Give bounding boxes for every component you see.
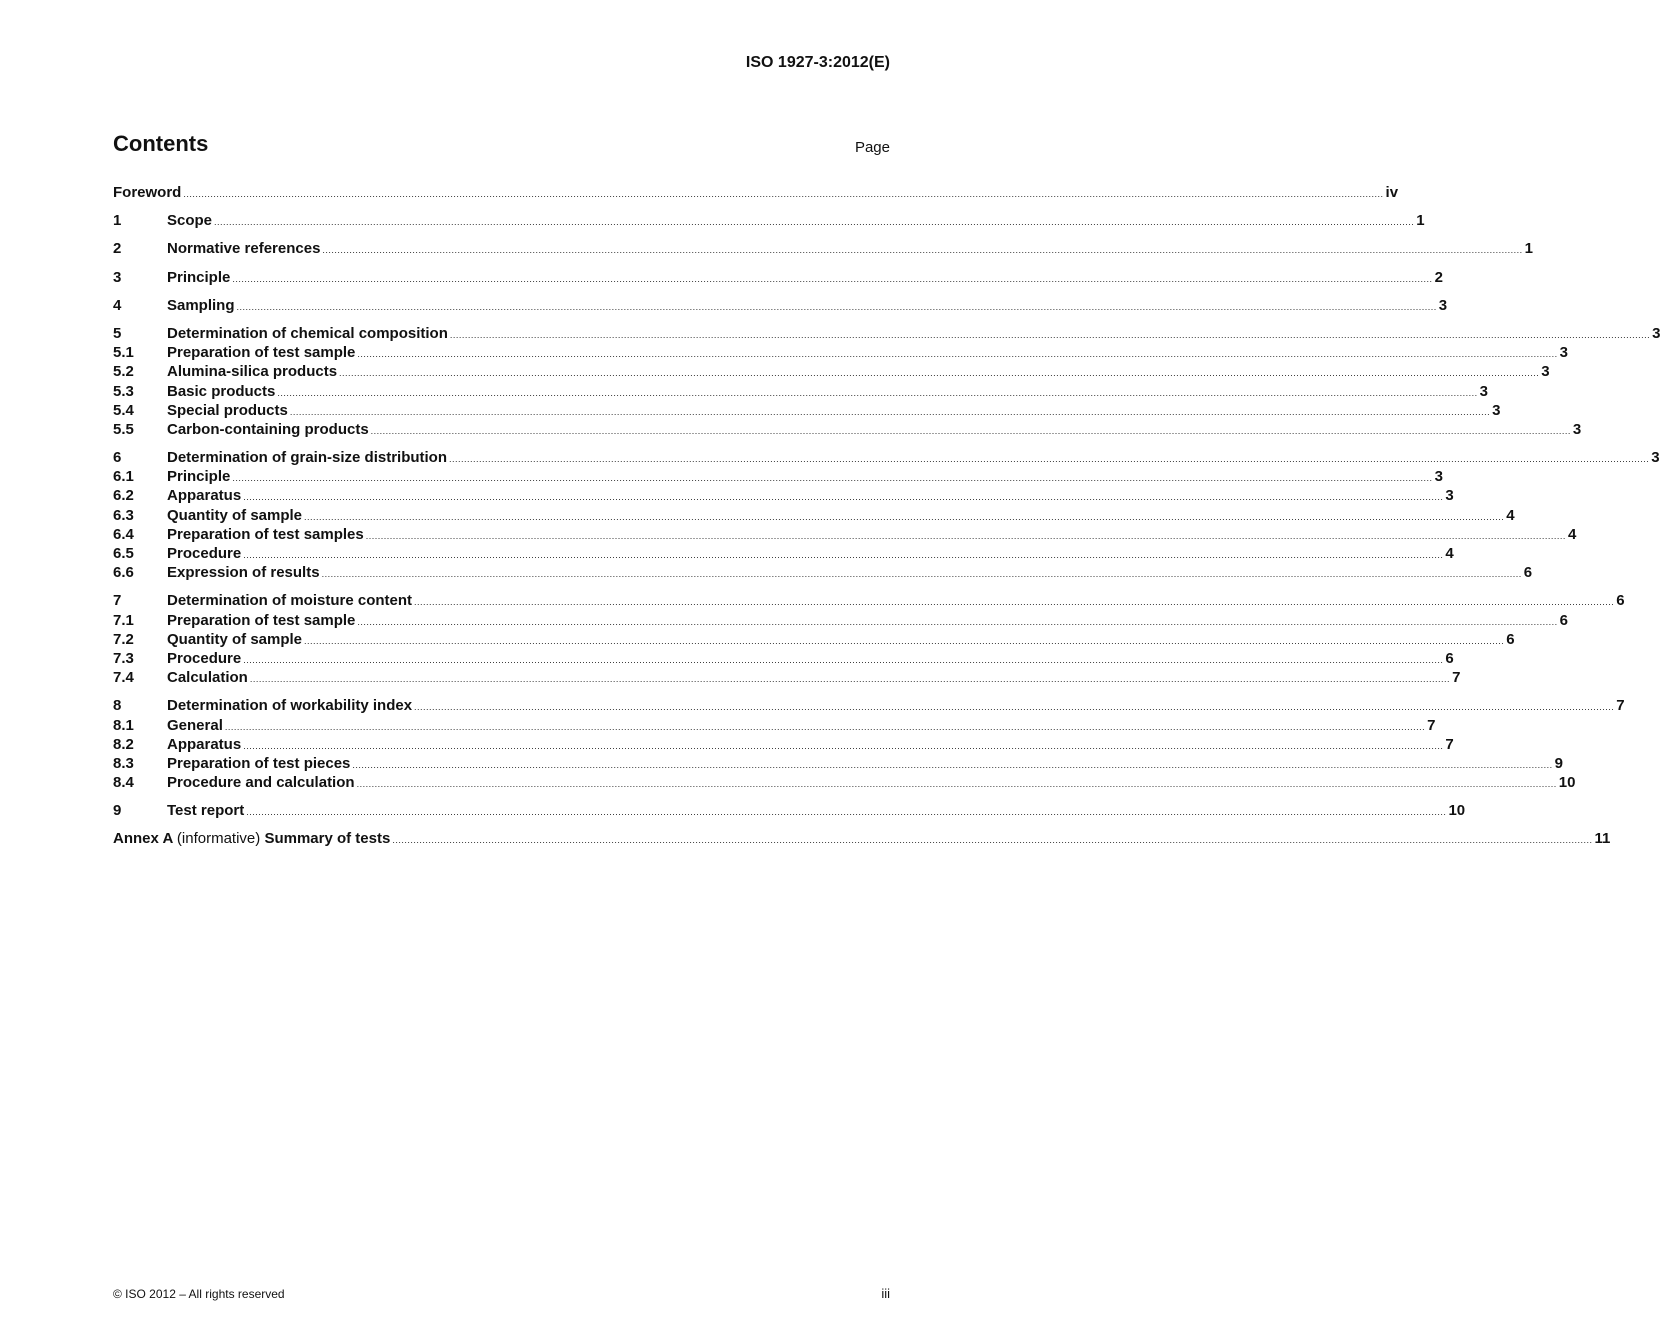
toc-entry-number: 6.5 — [113, 545, 134, 562]
toc-entry-page: iv — [1385, 184, 1399, 201]
toc-entry[interactable] — [113, 754, 1563, 773]
toc-entry[interactable] — [113, 324, 1660, 343]
toc-entry-number: 2 — [113, 240, 122, 258]
toc-entry-page: 1 — [1524, 240, 1533, 258]
toc-entry-title: Determination of grain-size distribution — [167, 449, 448, 467]
toc-entry-number: 6 — [113, 449, 122, 467]
toc-entry[interactable] — [113, 467, 1443, 486]
annex-note: (informative) — [176, 830, 261, 848]
toc-entry[interactable] — [113, 343, 1568, 362]
toc-entry-page: 7 — [1616, 697, 1625, 715]
copyright: © ISO 2012 – All rights reserved — [113, 1287, 285, 1301]
toc-entry-page: 3 — [1445, 487, 1454, 505]
dot-leader: ................................................................................................................................................................................................................................................................................................................................................................................................................ — [449, 329, 1651, 340]
toc-entry-page: 7 — [1427, 716, 1436, 734]
toc-entry-title: Procedure — [167, 649, 242, 667]
toc-entry-page: 3 — [1572, 420, 1582, 438]
toc-entry[interactable] — [113, 630, 1515, 649]
dot-leader: ................................................................................................................................................................................................................................................................................................................................................................................................................ — [392, 835, 1593, 846]
dot-leader: ................................................................................................................................................................................................................................................................................................................................................................................................................ — [339, 368, 1540, 379]
toc-entry-title: Determination of moisture content — [167, 592, 413, 610]
toc-entry-title: Preparation of test samples — [167, 525, 364, 543]
toc-entry[interactable] — [113, 735, 1454, 754]
toc-entry-number: 3 — [113, 268, 122, 286]
toc-entry[interactable] — [113, 506, 1515, 525]
toc-entry[interactable] — [113, 591, 1625, 610]
toc-entry-number: 6.4 — [113, 525, 134, 543]
dot-leader: ................................................................................................................................................................................................................................................................................................................................................................................................................ — [449, 454, 1650, 465]
dot-leader: ................................................................................................................................................................................................................................................................................................................................................................................................................ — [352, 759, 1553, 770]
toc-entry-title: Special products — [167, 401, 288, 419]
toc-entry[interactable] — [113, 268, 1443, 287]
toc-entry-number: 8.2 — [113, 735, 134, 753]
toc-entry-number: 8 — [113, 697, 122, 715]
toc-entry-title: Procedure and calculation — [167, 774, 355, 792]
toc-entry[interactable] — [113, 716, 1436, 735]
toc-entry-page: 3 — [1492, 401, 1501, 419]
page-number: iii — [881, 1286, 890, 1301]
toc-entry-title: Sampling — [167, 296, 235, 314]
toc-entry-page: 1 — [1416, 212, 1425, 230]
toc-entry[interactable] — [113, 563, 1533, 582]
toc-entry-title: Principle — [167, 268, 231, 286]
toc-entry-title: Quantity of sample — [167, 506, 303, 524]
toc-entry[interactable] — [113, 649, 1454, 668]
toc-entry-title: Preparation of test sample — [167, 611, 356, 629]
toc-entry-number: 6.3 — [113, 506, 134, 524]
page-column-label: Page — [854, 139, 890, 156]
toc-entry[interactable] — [113, 668, 1461, 687]
toc-entry-number: 1 — [113, 212, 122, 230]
toc-entry-title: Preparation of test sample — [167, 344, 356, 362]
toc-entry[interactable] — [113, 296, 1448, 315]
toc-entry-page: 6 — [1506, 630, 1515, 648]
toc-entry-number: 5.1 — [113, 344, 134, 362]
toc-entry-page: 7 — [1445, 735, 1454, 753]
toc-entry-page: 6 — [1616, 592, 1625, 610]
toc-entry-annex-a[interactable] — [113, 829, 1611, 848]
toc-entry-number: 5.5 — [113, 420, 134, 438]
toc-entry-title: Apparatus — [167, 735, 242, 753]
dot-leader: ................................................................................................................................................................................................................................................................................................................................................................................................................ — [183, 189, 1384, 199]
toc-entry-title: Basic products — [167, 382, 276, 400]
toc-entry-number: 5.4 — [113, 401, 134, 419]
toc-entry-title: Test report — [167, 802, 245, 820]
dot-leader: ................................................................................................................................................................................................................................................................................................................................................................................................................ — [414, 702, 1615, 713]
toc-entry-title: Foreword — [113, 184, 182, 201]
toc-entry-title: Quantity of sample — [167, 630, 303, 648]
dot-leader: ................................................................................................................................................................................................................................................................................................................................................................................................................ — [414, 597, 1615, 608]
dot-leader: ................................................................................................................................................................................................................................................................................................................................................................................................................ — [321, 569, 1522, 580]
dot-leader: ................................................................................................................................................................................................................................................................................................................................................................................................................ — [246, 807, 1447, 818]
toc-entry-page: 3 — [1434, 468, 1443, 486]
toc-entry-page: 3 — [1541, 363, 1550, 381]
dot-leader: ................................................................................................................................................................................................................................................................................................................................................................................................................ — [249, 674, 1451, 685]
toc-entry[interactable] — [113, 544, 1454, 563]
toc-entry[interactable] — [113, 611, 1568, 630]
dot-leader: ................................................................................................................................................................................................................................................................................................................................................................................................................ — [236, 301, 1437, 312]
document-id: ISO 1927-3:2012(E) — [745, 54, 890, 71]
toc-entry[interactable] — [113, 362, 1550, 381]
toc-entry-number: 4 — [113, 296, 122, 314]
toc-entry-number: 7.2 — [113, 630, 134, 648]
toc-entry-page: 3 — [1438, 296, 1448, 314]
toc-entry-title: Alumina-silica products — [167, 363, 338, 381]
toc-entry-page: 10 — [1558, 774, 1576, 792]
dot-leader: ................................................................................................................................................................................................................................................................................................................................................................................................................ — [224, 721, 1426, 732]
toc-entry-title: Preparation of test pieces — [167, 754, 351, 772]
toc-entry-number: 6.2 — [113, 487, 134, 505]
dot-leader: ................................................................................................................................................................................................................................................................................................................................................................................................................ — [243, 740, 1444, 751]
toc-entry[interactable] — [113, 401, 1501, 420]
toc-entry[interactable] — [113, 420, 1582, 439]
toc-entry-page: 7 — [1452, 669, 1461, 687]
toc-entry-number: 5.2 — [113, 363, 134, 381]
toc-entry-title: Apparatus — [167, 487, 242, 505]
toc-entry-page: 4 — [1567, 525, 1577, 543]
dot-leader: ................................................................................................................................................................................................................................................................................................................................................................................................................ — [304, 635, 1505, 646]
dot-leader: ................................................................................................................................................................................................................................................................................................................................................................................................................ — [304, 511, 1505, 522]
toc-entry-title: Principle — [167, 468, 231, 486]
toc-entry-number: 7 — [113, 592, 122, 610]
dot-leader: ................................................................................................................................................................................................................................................................................................................................................................................................................ — [365, 530, 1566, 541]
dot-leader: ................................................................................................................................................................................................................................................................................................................................................................................................................ — [243, 492, 1444, 503]
toc-entry-number: 9 — [113, 802, 122, 820]
toc-entry-number: 5.3 — [113, 382, 134, 400]
dot-leader: ................................................................................................................................................................................................................................................................................................................................................................................................................ — [357, 616, 1558, 627]
toc-entry-title: Determination of chemical composition — [167, 324, 448, 342]
toc-entry-title: Calculation — [167, 669, 248, 687]
dot-leader: ................................................................................................................................................................................................................................................................................................................................................................................................................ — [289, 406, 1491, 417]
toc-entry-title: Carbon-containing products — [167, 420, 369, 438]
toc-entry-page: 6 — [1523, 564, 1533, 582]
toc-entry[interactable] — [113, 448, 1660, 467]
toc-entry[interactable] — [113, 696, 1625, 715]
toc-entry-page: 11 — [1594, 830, 1611, 848]
dot-leader: ................................................................................................................................................................................................................................................................................................................................................................................................................ — [232, 273, 1433, 284]
annex-title: Summary of tests — [264, 830, 391, 848]
toc-entry[interactable] — [113, 773, 1576, 792]
toc-entry-title: Expression of results — [167, 564, 320, 582]
toc-entry-page: 6 — [1559, 611, 1568, 629]
annex-label: Annex A — [113, 830, 173, 848]
toc-entry-page: 3 — [1479, 382, 1488, 400]
toc-entry-number: 8.3 — [113, 754, 134, 772]
toc-entry-title: Determination of workability index — [167, 697, 413, 715]
toc-entry[interactable] — [113, 239, 1533, 258]
toc-entry-number: 7.3 — [113, 649, 134, 667]
toc-entry-page: 3 — [1559, 344, 1568, 362]
dot-leader: ................................................................................................................................................................................................................................................................................................................................................................................................................ — [370, 425, 1571, 436]
dot-leader: ................................................................................................................................................................................................................................................................................................................................................................................................................ — [322, 245, 1523, 256]
toc-entry-page: 3 — [1651, 449, 1660, 467]
toc-entry-number: 8.4 — [113, 774, 134, 792]
toc-entry-title — [113, 829, 390, 848]
toc-entry[interactable] — [113, 382, 1488, 401]
toc-entry[interactable] — [113, 211, 1425, 230]
toc-entry-title: Normative references — [167, 240, 321, 258]
toc-entry-number: 5 — [113, 324, 122, 342]
toc-entry-page: 3 — [1652, 324, 1660, 342]
dot-leader: ................................................................................................................................................................................................................................................................................................................................................................................................................ — [277, 387, 1478, 398]
toc-entry-number: 6.6 — [113, 564, 134, 582]
toc-entry-number: 8.1 — [113, 716, 134, 734]
toc-entry-page: 6 — [1445, 649, 1454, 667]
dot-leader: ................................................................................................................................................................................................................................................................................................................................................................................................................ — [357, 349, 1558, 360]
toc-entry-number: 7.1 — [113, 611, 134, 629]
toc-entry-title: General — [167, 716, 223, 734]
toc-entry[interactable] — [113, 525, 1577, 544]
toc-entry[interactable] — [113, 183, 1399, 202]
toc-entry-page: 9 — [1554, 754, 1563, 772]
table-of-contents — [113, 183, 1660, 849]
dot-leader: ................................................................................................................................................................................................................................................................................................................................................................................................................ — [356, 779, 1557, 790]
toc-entry[interactable] — [113, 801, 1466, 820]
page-title: Contents — [113, 131, 209, 156]
toc-entry-number: 7.4 — [113, 669, 134, 687]
toc-entry-page: 10 — [1448, 802, 1466, 820]
toc-entry-title: Procedure — [167, 545, 242, 562]
dot-leader: ................................................................................................................................................................................................................................................................................................................................................................................................................ — [214, 217, 1415, 228]
toc-entry-page: 4 — [1506, 506, 1515, 524]
dot-leader: ................................................................................................................................................................................................................................................................................................................................................................................................................ — [243, 550, 1444, 560]
toc-entry-page: 4 — [1445, 545, 1454, 562]
toc-entry-page: 2 — [1434, 268, 1443, 286]
toc-entry[interactable] — [113, 486, 1454, 505]
dot-leader: ................................................................................................................................................................................................................................................................................................................................................................................................................ — [232, 473, 1433, 484]
toc-entry-number: 6.1 — [113, 468, 134, 486]
dot-leader: ................................................................................................................................................................................................................................................................................................................................................................................................................ — [243, 654, 1444, 665]
toc-entry-title: Scope — [167, 212, 213, 230]
